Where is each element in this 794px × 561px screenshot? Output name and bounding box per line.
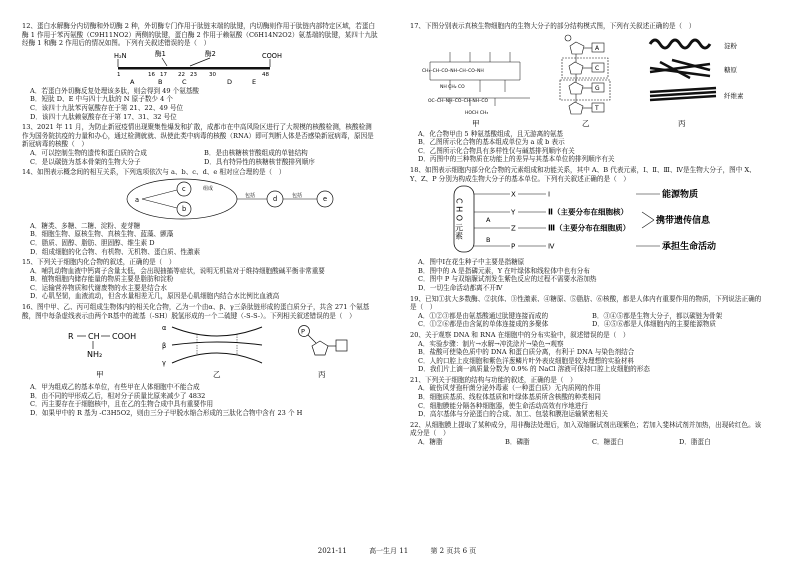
- base-label: C: [595, 64, 600, 72]
- option: A．甲为组成乙的基本单位，有些甲在人体细胞中不能合成: [30, 383, 200, 392]
- question-22: [410, 421, 766, 447]
- enzyme1-arrow: [162, 58, 167, 66]
- unit-p: P: [511, 242, 516, 251]
- question-stem: 12、蛋白水解酶分内切酶和外切酶 2 种，外切酶专门作用于肽链末端的肽键，内切酶则作用于肽链内部特定区域，若蛋白酶 1 作用于苯丙氨酸（C9H11NO2）两侧的肽键，蛋白酶 2 作用于赖氨酸（C6H14N2O2）氨基端的肽键，某四十九肽经酶 1 和酶 2 作用后的情况如图。下列有关叙述错误的是（ ）: [22, 22, 378, 48]
- option: D．我们片上滴一滴质量分数为 0.9% 的 NaCl 溶液可保持口腔上皮细胞的形态: [418, 365, 650, 374]
- caption-yi: 乙: [582, 118, 590, 128]
- bond: [308, 335, 316, 343]
- option: C．①②⑥都是由含氮的单体连接成的多聚体: [418, 320, 549, 329]
- edge-label: 包括: [292, 192, 303, 199]
- function-life: 承担生命活动: [662, 242, 717, 253]
- right-column: [410, 22, 766, 449]
- unit-y: Y: [511, 208, 516, 217]
- figure-polypeptide: [22, 49, 378, 85]
- question-20: [410, 331, 766, 374]
- option: A．①②③都是由氨基酸通过肽键连接而成的: [418, 311, 549, 320]
- cellulose-label: 纤维素: [724, 91, 744, 100]
- atom-text: HOCH CH₃: [465, 110, 489, 116]
- node-c: c: [182, 184, 186, 193]
- atom-text: OC–CH–NH–CO–CH–NH–CO: [428, 98, 489, 104]
- relation-arrows: [474, 194, 660, 246]
- node-a: a: [135, 195, 140, 204]
- function-info: 携带遗传信息: [656, 216, 711, 227]
- option: B．图中的 A 是指磷元素，Y 在叶绿体和线粒体中也有分布: [418, 266, 590, 275]
- caption-bing: 丙: [318, 370, 326, 380]
- option: B．乙图所示化合物的基本组成单位为 a 或 b 表示: [418, 138, 565, 147]
- question-stem: 15、下列关于细胞内化合物的叙述，正确的是（ ）: [22, 258, 176, 267]
- question-13: [22, 123, 378, 166]
- option: D．脂蛋白: [679, 438, 711, 447]
- option: A．哺乳动物血液中钙离子含量太低，会出现抽搐等症状，说明无机盐对于维持细胞酸碱平衡非常重要: [30, 266, 325, 275]
- option: B．磷脂: [505, 438, 530, 447]
- nucleotide-strand: [560, 35, 610, 114]
- option: A．若蛋白外切酶反复处理该多肽，则会得到 49 个氨基酸: [30, 86, 199, 95]
- question-21: [410, 376, 766, 419]
- base-square: [336, 340, 347, 351]
- base-label: G: [595, 84, 600, 92]
- option: D．该四十九肽赖氨酸存在于第 17、31、32 号位: [30, 112, 177, 121]
- segment-e: E: [252, 77, 257, 85]
- option: D．具有特异性的核糖核苷酸排列顺序: [204, 157, 315, 166]
- question-stem: 22、从细胞膜上提取了某种成分，用非酶法处理后，加入双缩脲试剂出现紫色；若加入斐林试剂并加热，出现砖红色。该成分是（ ）: [410, 420, 762, 438]
- pos-16: 16: [148, 71, 155, 78]
- segment-b: B: [158, 77, 163, 85]
- question-stem: 16、图中甲、乙、丙可组成生物体内的相关化合物，乙为一个由α、β、γ三条肽链形成的蛋白质分子，共含 271 个氨基酸，图中每条虚线表示由两个R基中的巯基（-SH）脱氢形成的一个二硫键（-S-S-）。下列相关叙述错误的是（ ）: [22, 303, 370, 320]
- pos-1: 1: [117, 71, 121, 78]
- pos-48: 48: [262, 71, 269, 78]
- option: B．是由核糖核苷酸组成的单链结构: [204, 148, 308, 157]
- option: B．短肽 D、E 中与四十九肽的 N 原子数少 4 个: [30, 95, 173, 104]
- option: C．乙图所示化合物具有多样性仅与碱基排列顺序有关: [418, 146, 575, 155]
- element-a-label: A: [486, 216, 491, 225]
- option: A．化合物甲由 5 种氨基酸组成，且无游离的氨基: [418, 129, 564, 138]
- edge-a-c: [142, 190, 177, 199]
- phosphate-label: P: [301, 327, 305, 336]
- node-b: b: [182, 204, 187, 213]
- atom-text: NH CH₂ CO: [440, 84, 465, 90]
- node-d: d: [273, 194, 278, 203]
- option: B．由不同的甲形成乙后，相对分子质量比原来减少了 4832: [30, 391, 206, 400]
- atom-text: CH₃–CH–CO–NH–CH–CO–NH: [422, 68, 484, 74]
- glycogen-shape: [650, 60, 710, 78]
- footer-title: 高一生月 11: [369, 547, 409, 555]
- enzyme2-label: 酶2: [205, 49, 216, 58]
- beta-label: β: [162, 342, 167, 351]
- pentose-shape: [312, 341, 328, 355]
- gamma-label: γ: [162, 359, 166, 368]
- macromolecule-4: Ⅳ: [548, 242, 555, 251]
- option: C．是以碳链为基本骨架的生物大分子: [30, 157, 141, 166]
- unit-z: Z: [511, 224, 516, 233]
- cooh-label: COOH: [112, 332, 137, 342]
- base-label: A: [595, 44, 600, 52]
- option: D．组成细胞的化合物、有机物、无机物、蛋白质、性激素: [30, 247, 201, 256]
- option: A．实验步骤：制片→水解→冲洗涂片→染色→观察: [418, 339, 564, 348]
- option: B．③④⑤都是生物大分子，都以碳链为骨架: [592, 311, 723, 320]
- enzyme1-label: 酶1: [155, 49, 166, 58]
- chain-beta: [172, 342, 262, 345]
- option: D．高尔基体与分泌蛋白的合成、加工、包装和膜泡运输紧密相关: [418, 410, 608, 419]
- option: D．④⑤⑥都是人体细胞内的主要能源物质: [592, 320, 716, 329]
- question-stem: 14、如图表示概念间的相互关系，下列选项依次与 a、b、c、d、e 相对应合理的是（ ）: [22, 168, 286, 177]
- option: C．人的口腔上皮细胞和紫色洋葱鳞片叶外表皮细胞是较为理想的实验材料: [418, 356, 635, 365]
- macromolecule-3: Ⅲ（主要分布在细胞质）: [548, 223, 631, 233]
- node-e: e: [323, 194, 328, 203]
- chon-label: C H O 元素: [454, 198, 464, 240]
- pos-22: 22: [178, 71, 185, 78]
- peptide-chain: [118, 67, 270, 70]
- caption-jia: 甲: [472, 118, 480, 128]
- option: A．糖类、多糖、二糖、淀粉、麦芽糖: [30, 221, 141, 230]
- unit-x: X: [511, 190, 516, 199]
- question-14: [22, 168, 378, 256]
- option: C．脂质、固醇、脂肪、胆固醇、维生素 D: [30, 238, 155, 247]
- ch-label: CH: [88, 332, 100, 342]
- option: B．细胞质基质、线粒体基质和叶绿体基质所含核酸的种类相同: [418, 393, 601, 402]
- glycogen-label: 糖原: [724, 65, 737, 74]
- option: A．破伤风芽孢杆菌分泌外毒素（一种蛋白质）无内质网的作用: [418, 384, 601, 393]
- nh2-label: NH₂: [87, 350, 103, 360]
- option: C．该四十九肽苯丙氨酸存在于第 21、22、49 号位: [30, 103, 184, 112]
- edge-a-b: [142, 199, 177, 208]
- question-15: [22, 258, 378, 301]
- option: B．植物细胞内储存能量的物质主要是脂肪和淀粉: [30, 275, 174, 284]
- question-19: [410, 295, 766, 329]
- function-energy: 能源物质: [662, 190, 699, 201]
- segment-d: D: [227, 77, 233, 85]
- peptide-structure: [430, 52, 530, 106]
- option: C．细胞膜能分隔各种细胞器，使生命活动高效有序地进行: [418, 401, 588, 410]
- question-16: [22, 303, 378, 418]
- option: A．可以控制生物的遗传和蛋白质的合成: [30, 148, 147, 157]
- segment-a: A: [130, 77, 135, 85]
- figure-element-relations: [410, 184, 766, 256]
- macromolecule-1: Ⅰ: [548, 190, 551, 199]
- question-stem: 21、下列关于细胞的结构与功能的叙述，正确的是（ ）: [410, 375, 577, 384]
- option: A．图中Ⅰ在花生种子中主要是指糖原: [418, 258, 525, 267]
- starch-label: 淀粉: [724, 41, 737, 50]
- cooh-label: COOH: [262, 51, 282, 60]
- edge-label: 包括: [245, 192, 256, 199]
- option: C．丙主要存在于细胞核中，且在乙的生物合成中具有重要作用: [30, 400, 214, 409]
- option: B．盐酸可使染色质中的 DNA 和蛋白质分离，有利于 DNA 与染色剂结合: [418, 348, 635, 357]
- option: D．一切生命活动都离不开Ⅳ: [418, 283, 503, 292]
- option: D．如果甲中的 R 基为 -C3H5O2，则由三分子甲脱水缩合形成的三肽化合物中含有 23 个 H: [30, 409, 303, 418]
- question-stem: 19、已知①抗大多数酶、②抗体、③性激素、④糖原、⑤脂肪、⑥核酸，都是人体内有重要作用的物质，下列说法正确的是（ ）: [410, 294, 762, 312]
- footer-date: 2021-11: [317, 547, 347, 555]
- option: A．糖脂: [418, 438, 443, 447]
- caption-bing: 丙: [678, 118, 686, 128]
- segment-c: C: [182, 77, 187, 85]
- figure-molecules: [22, 321, 378, 381]
- caption-yi: 乙: [213, 370, 221, 380]
- r-group-label: R: [68, 332, 74, 342]
- enzyme2-arrow: [190, 58, 210, 66]
- question-17: [410, 22, 766, 164]
- figure-macromolecules: [410, 32, 766, 128]
- macromolecule-2: Ⅱ（主要分布在细胞核）: [548, 207, 628, 217]
- pos-17: 17: [160, 71, 167, 78]
- page-footer: [0, 547, 794, 556]
- footer-page: 第 2 页共 6 页: [430, 547, 477, 555]
- option: C．糖蛋白: [592, 438, 624, 447]
- question-12: [22, 22, 378, 121]
- option: C．运输营养物质和代谢废物的水主要是结合水: [30, 283, 167, 292]
- base-label: T: [595, 104, 599, 112]
- option: D．心肌坚韧，血液流动，但含水量相差无几，原因是心肌细胞内结合水比例比血液高: [30, 292, 280, 301]
- edge-label: 组成: [203, 185, 214, 192]
- question-stem: 20、关于观察 DNA 和 RNA 在细胞中的分布实验中，叙述错误的是（ ）: [410, 330, 630, 339]
- cellulose-shape: [650, 88, 716, 100]
- question-stem: 18、如图表示细胞内部分化合物的元素组成和功能关系，其中 A、B 代表元素，Ⅰ、Ⅱ、Ⅲ、Ⅳ是生物大分子，图中 X、Y、Z、P 分别为构成生物大分子的基本单位。下列有关叙述正确的是（ ）: [410, 165, 756, 183]
- alpha-label: α: [162, 324, 167, 333]
- starch-shape: [650, 40, 710, 48]
- left-column: [22, 22, 378, 420]
- pos-23: 23: [190, 71, 197, 78]
- caption-jia: 甲: [96, 370, 104, 380]
- chain-gamma: [172, 353, 262, 363]
- question-18: [410, 166, 766, 293]
- question-stem: 13、2021 年 11 月，为防止新冠疫情出现聚集性爆发和扩散，成都市在中高风险区进行了大规模的核酸检测，核酸检测作为国务院抗疫的力量和办心，通过检测就就、纵使此类中病毒的核酸（RNA）即可判断人体是否感染新冠病毒，原因是新冠病毒的核酸（ ）: [22, 123, 374, 149]
- chain-alpha: [172, 327, 262, 336]
- h2n-label: H₂N: [114, 51, 127, 60]
- question-stem: 17、下图分别表示真核生物细胞内的生物大分子的部分结构模式图，下列有关叙述正确的是（ ）: [410, 22, 696, 30]
- pos-30: 30: [209, 71, 216, 78]
- option: C．图中 P 与双缩脲试剂发生紫色反应的过程不需要水浴加热: [418, 275, 597, 284]
- figure-concept-map: [22, 178, 378, 220]
- option: B．细胞生物、原核生物、真核生物、蓝藻、颤藻: [30, 230, 174, 239]
- option: D．丙图中的三种物质在功能上的差异与其基本单位的排列顺序有关: [418, 155, 615, 164]
- element-b-label: B: [486, 236, 491, 245]
